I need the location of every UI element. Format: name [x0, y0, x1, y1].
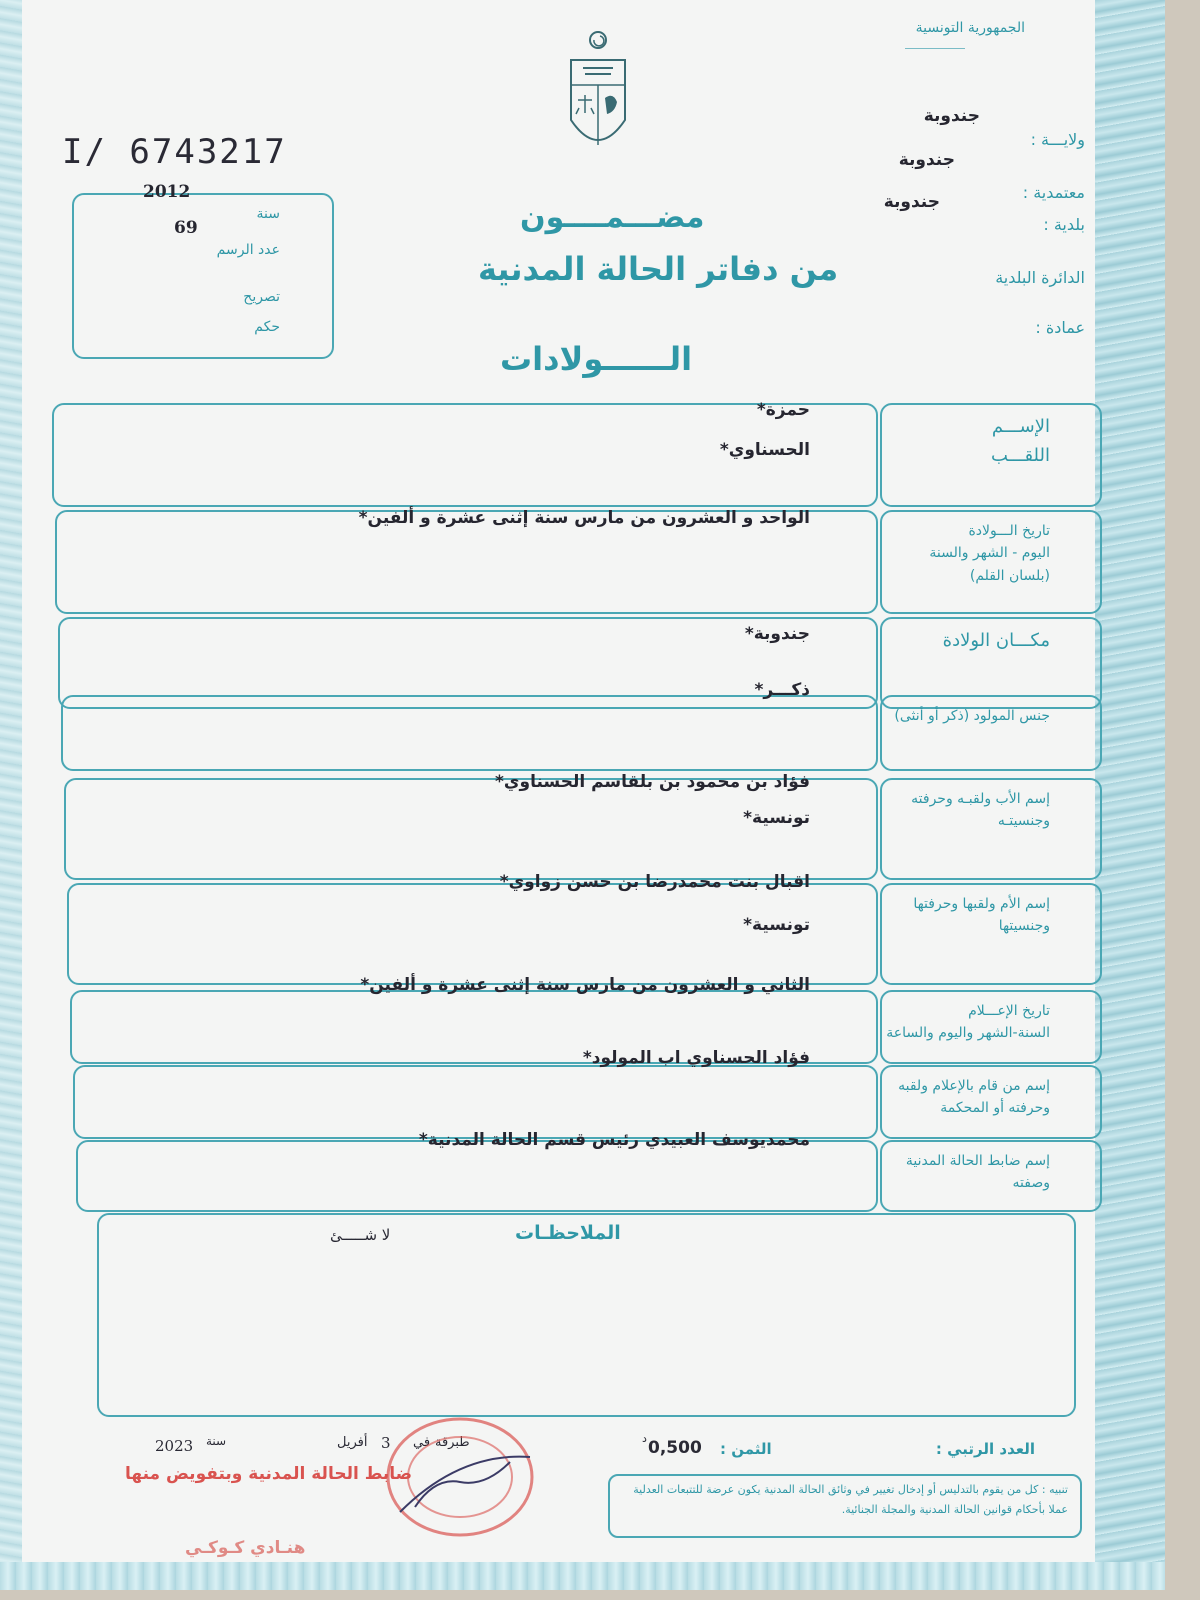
field-label-line: جنس المولود (ذكر أو أنثى) [894, 708, 1050, 724]
republic-heading: الجمهورية التونسية [915, 20, 1025, 36]
motamadia-label: معتمدية : [1022, 183, 1085, 202]
motamadia-value: جندوبة [898, 150, 955, 170]
field-label [850, 1000, 1050, 1045]
field-value-box [61, 695, 878, 771]
date-prefix: في [413, 1435, 431, 1450]
officer-title: ضابط الحالة المدنية وبتفويض منها [125, 1464, 413, 1484]
field-label-line: تاريخ الـــولادة [968, 523, 1050, 539]
field-label-line: إسم الأم ولقبها وحرفتها [913, 896, 1050, 912]
price-value: 0,500 [648, 1438, 702, 1458]
title-births: الــــــولادات [500, 340, 693, 378]
field-value: ذكـــر* [754, 680, 810, 700]
price-label: الثمن : [720, 1440, 772, 1458]
field-value-box [64, 778, 878, 880]
decorative-border-right [1095, 0, 1165, 1590]
wilaya-label: ولايـــة : [1030, 130, 1085, 149]
field-value: جندوبة* [744, 624, 810, 644]
wilaya-value: جندوبة [923, 106, 980, 126]
field-value-box [76, 1140, 878, 1212]
field-value: فؤاد بن محمود بن بلقاسم الحسناوي* [495, 772, 810, 792]
field-value: حمزة* [756, 400, 810, 420]
baladia-label: بلدية : [1043, 215, 1085, 234]
field-value: تونسية* [743, 808, 810, 828]
field-value: تونسية* [743, 915, 810, 935]
document-serial-number: I/ 6743217 [62, 132, 287, 172]
field-value: الواحد و العشرون من مارس سنة إثنى عشرة و ألفين* [358, 508, 810, 528]
declaration-label: تصريح [243, 289, 280, 305]
footer-serial-label: العدد الرتبي : [935, 1440, 1035, 1458]
place-label: طبرقة [435, 1435, 470, 1450]
title-line-1: مضـــمــــون [520, 200, 705, 235]
field-value: فؤاد الحسناوي اب المولود* [582, 1048, 810, 1068]
field-label [850, 1075, 1050, 1120]
omada-label: عمادة : [1035, 318, 1085, 337]
notes-label: الملاحظـات [515, 1222, 621, 1244]
month-value: أفريل [337, 1435, 368, 1450]
field-label [850, 705, 1050, 727]
decorative-border-left [0, 0, 22, 1590]
price-unit: د [642, 1432, 647, 1445]
field-label-line: اليوم - الشهر والسنة [929, 545, 1050, 562]
coat-of-arms-icon [563, 30, 633, 160]
record-number-value: 69 [174, 218, 198, 238]
field-label [850, 413, 1050, 471]
record-number-label: عدد الرسم [216, 242, 280, 258]
baladia-value: جندوبة [883, 192, 940, 212]
field-label-line: السنة-الشهر واليوم والساعة [886, 1025, 1050, 1042]
footer-year-value: 2023 [155, 1437, 194, 1455]
field-label [850, 788, 1050, 833]
field-value: الحسناوي* [719, 440, 810, 460]
field-value: اقبال بنت محمدرضا بن حسن زواوي* [499, 872, 810, 892]
field-label-line: وصفته [1012, 1175, 1050, 1192]
field-label [850, 1150, 1050, 1195]
official-stamp-icon [380, 1412, 540, 1542]
field-label-line: إسم الأب ولقبـه وحرفته [911, 791, 1050, 807]
field-label-line: اللقـــب [990, 444, 1050, 466]
field-label-line: إسم ضابط الحالة المدنية [905, 1153, 1050, 1169]
footer-year-label: سنة [206, 1434, 227, 1448]
field-label-line: وحرفته أو المحكمة [940, 1100, 1050, 1117]
field-label [850, 520, 1050, 587]
record-year-label: سنة [256, 206, 280, 222]
field-value-box [73, 1065, 878, 1139]
field-label-line: مكـــان الولادة [942, 630, 1050, 651]
field-label-line: (بلسان القلم) [969, 567, 1050, 584]
officer-name: هنـادي كـوكـي [185, 1538, 306, 1558]
header-divider [905, 48, 965, 49]
field-label-line: إسم من قام بالإعلام ولقبه [898, 1078, 1050, 1094]
field-label [850, 893, 1050, 938]
field-label-line: الإســـم [991, 416, 1050, 437]
field-value: محمديوسف العبيدي رئيس قسم الحالة المدنية* [418, 1130, 810, 1150]
decorative-border-bottom [0, 1562, 1165, 1590]
field-label-line: وجنسيتها [998, 918, 1050, 935]
record-year-value: 2012 [143, 182, 191, 202]
field-value: الثاني و العشرون من مارس سنة إثنى عشرة و ألفين* [360, 975, 810, 995]
title-line-2: من دفاتر الحالة المدنية [478, 250, 839, 288]
daira-label: الدائرة البلدية [995, 268, 1085, 287]
judgment-label: حكم [254, 319, 280, 335]
warning-text: تنبيه : كل من يقوم بالتدليس أو إدخال تغيير في وثائق الحالة المدنية يكون عرضة للتتبعات العدلية عملا بأحكام قوانين الحالة المدنية والمجلة الجنائية. [633, 1483, 1068, 1516]
record-box [72, 193, 334, 359]
day-value: 3 [381, 1434, 391, 1452]
field-label-line: وجنسيتـه [997, 813, 1050, 830]
notes-value: لا شـــــئ [330, 1226, 391, 1244]
field-label-line: تاريخ الإعـــلام [968, 1003, 1050, 1019]
field-label [850, 627, 1050, 656]
